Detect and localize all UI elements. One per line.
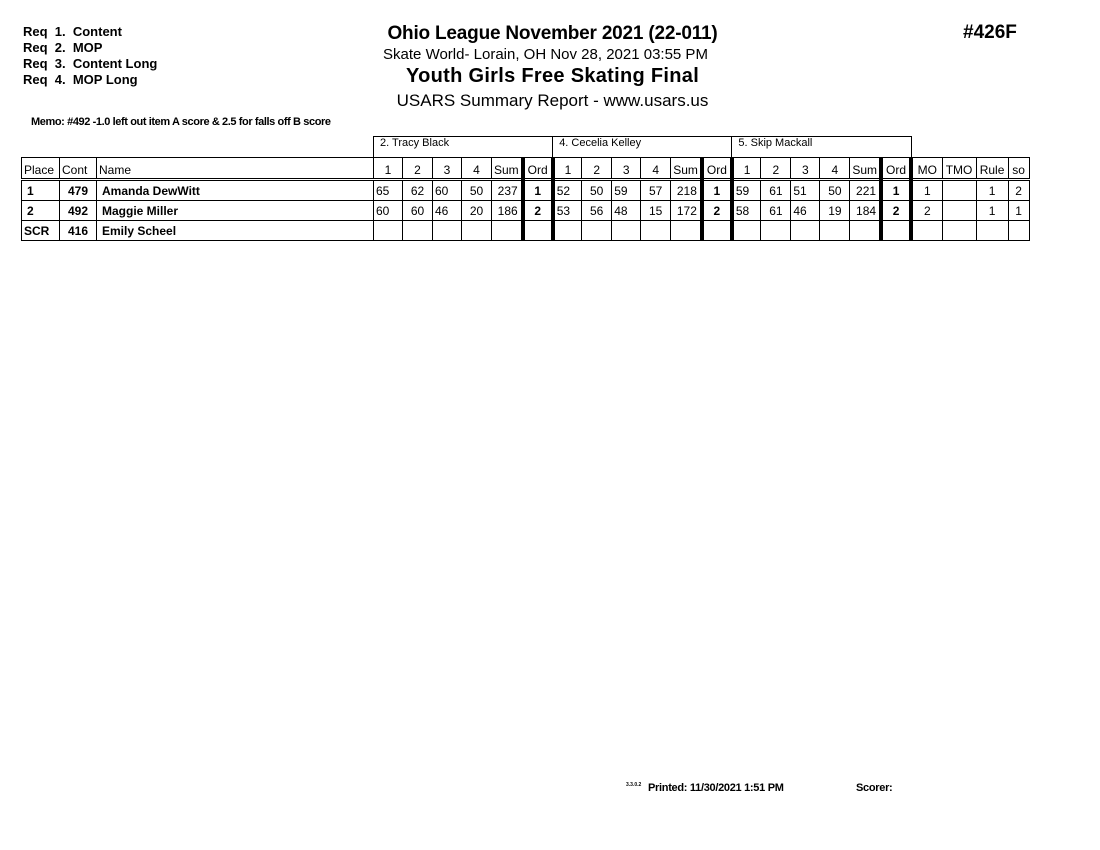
- col-score-3: 3: [791, 158, 820, 180]
- report-subtitle: USARS Summary Report - www.usars.us: [396, 91, 709, 110]
- table-row: [22, 201, 1030, 221]
- score-cell: 60: [433, 180, 462, 201]
- so-cell: [1008, 221, 1029, 241]
- ord-cell: 2: [523, 201, 553, 221]
- so-cell: 1: [1008, 201, 1029, 221]
- place-cell: 1: [22, 180, 60, 201]
- sum-cell: [492, 221, 523, 241]
- col-score-4: 4: [820, 158, 850, 180]
- ord-cell: [523, 221, 553, 241]
- report-header: [0, 22, 1100, 112]
- col-mo: MO: [911, 158, 942, 180]
- score-cell: [612, 221, 641, 241]
- col-cont: Cont: [60, 158, 97, 180]
- col-score-2: 2: [761, 158, 791, 180]
- score-cell: 50: [462, 180, 492, 201]
- score-cell: [761, 221, 791, 241]
- col-score-4: 4: [462, 158, 492, 180]
- col-score-2: 2: [582, 158, 612, 180]
- sum-cell: 172: [671, 201, 702, 221]
- name-cell: Emily Scheel: [97, 221, 374, 241]
- name-cell: Amanda DewWitt: [97, 180, 374, 201]
- score-cell: 61: [761, 201, 791, 221]
- competition-title: Youth Girls Free Skating Final: [405, 65, 700, 87]
- score-cell: [641, 221, 671, 241]
- sum-cell: 221: [850, 180, 881, 201]
- col-score-1: 1: [732, 158, 761, 180]
- score-cell: [791, 221, 820, 241]
- rule-cell: 1: [976, 180, 1008, 201]
- col-score-3: 3: [612, 158, 641, 180]
- results-table: [21, 136, 1030, 241]
- rule-cell: [976, 221, 1008, 241]
- judge-header: 4. Cecelia Kelley: [553, 137, 732, 158]
- ord-cell: 1: [702, 180, 732, 201]
- mo-cell: [911, 221, 942, 241]
- score-cell: 52: [553, 180, 582, 201]
- ord-cell: 1: [881, 180, 911, 201]
- score-cell: [374, 221, 403, 241]
- column-header-row: [22, 158, 1030, 180]
- score-cell: 56: [582, 201, 612, 221]
- score-cell: 59: [732, 180, 761, 201]
- col-sum: Sum: [492, 158, 523, 180]
- score-cell: 15: [641, 201, 671, 221]
- score-cell: 50: [582, 180, 612, 201]
- score-cell: [403, 221, 433, 241]
- score-cell: 60: [374, 201, 403, 221]
- ord-cell: 1: [523, 180, 553, 201]
- score-cell: 50: [820, 180, 850, 201]
- tmo-cell: [942, 180, 976, 201]
- venue-line: Skate World- Lorain, OH Nov 28, 2021 03:55 PM: [383, 46, 708, 63]
- score-cell: 57: [641, 180, 671, 201]
- score-cell: 58: [732, 201, 761, 221]
- sum-cell: 186: [492, 201, 523, 221]
- requirement-item: Req 3. Content Long: [23, 56, 158, 71]
- col-ord: Ord: [523, 158, 553, 180]
- rule-cell: 1: [976, 201, 1008, 221]
- score-cell: 65: [374, 180, 403, 201]
- score-cell: 46: [433, 201, 462, 221]
- col-name: Name: [97, 158, 374, 180]
- col-score-2: 2: [403, 158, 433, 180]
- ord-cell: [702, 221, 732, 241]
- col-score-1: 1: [553, 158, 582, 180]
- table-row: [22, 180, 1030, 201]
- tmo-cell: [942, 201, 976, 221]
- table-row: [22, 221, 1030, 241]
- requirement-item: Req 4. MOP Long: [23, 72, 138, 87]
- score-cell: [732, 221, 761, 241]
- score-cell: [820, 221, 850, 241]
- score-cell: 61: [761, 180, 791, 201]
- score-cell: 48: [612, 201, 641, 221]
- sum-cell: 218: [671, 180, 702, 201]
- col-ord: Ord: [702, 158, 732, 180]
- score-cell: 51: [791, 180, 820, 201]
- scorer-label: Scorer:: [856, 782, 893, 794]
- col-score-1: 1: [374, 158, 403, 180]
- score-cell: 19: [820, 201, 850, 221]
- col-score-4: 4: [641, 158, 671, 180]
- requirement-item: Req 1. Content: [23, 24, 122, 39]
- cont-cell: 479: [60, 180, 97, 201]
- version-label: 3.3.0.2: [626, 782, 642, 788]
- judge-header: 2. Tracy Black: [374, 137, 553, 158]
- score-cell: [433, 221, 462, 241]
- col-so: so: [1008, 158, 1029, 180]
- sum-cell: [850, 221, 881, 241]
- score-cell: [553, 221, 582, 241]
- col-ord: Ord: [881, 158, 911, 180]
- col-tmo: TMO: [942, 158, 976, 180]
- printed-timestamp: Printed: 11/30/2021 1:51 PM: [648, 782, 784, 794]
- place-cell: SCR: [22, 221, 60, 241]
- mo-cell: 2: [911, 201, 942, 221]
- score-cell: 20: [462, 201, 492, 221]
- score-cell: 53: [553, 201, 582, 221]
- score-cell: 60: [403, 201, 433, 221]
- col-rule: Rule: [976, 158, 1008, 180]
- place-cell: 2: [22, 201, 60, 221]
- cont-cell: 492: [60, 201, 97, 221]
- tmo-cell: [942, 221, 976, 241]
- judges-row: [22, 137, 1030, 158]
- col-sum: Sum: [671, 158, 702, 180]
- cont-cell: 416: [60, 221, 97, 241]
- event-title: Ohio League November 2021 (22-011): [387, 23, 718, 44]
- sum-cell: [671, 221, 702, 241]
- sum-cell: 184: [850, 201, 881, 221]
- col-score-3: 3: [433, 158, 462, 180]
- ord-cell: 2: [881, 201, 911, 221]
- so-cell: 2: [1008, 180, 1029, 201]
- name-cell: Maggie Miller: [97, 201, 374, 221]
- score-cell: 62: [403, 180, 433, 201]
- ord-cell: 2: [702, 201, 732, 221]
- event-number: #426F: [963, 22, 1017, 43]
- mo-cell: 1: [911, 180, 942, 201]
- score-cell: 46: [791, 201, 820, 221]
- col-sum: Sum: [850, 158, 881, 180]
- sum-cell: 237: [492, 180, 523, 201]
- requirement-item: Req 2. MOP: [23, 40, 103, 55]
- score-cell: 59: [612, 180, 641, 201]
- score-cell: [582, 221, 612, 241]
- judge-header: 5. Skip Mackall: [732, 137, 911, 158]
- col-place: Place: [22, 158, 60, 180]
- score-cell: [462, 221, 492, 241]
- memo: Memo: #492 -1.0 left out item A score & 2.5 for falls off B score: [31, 116, 331, 128]
- ord-cell: [881, 221, 911, 241]
